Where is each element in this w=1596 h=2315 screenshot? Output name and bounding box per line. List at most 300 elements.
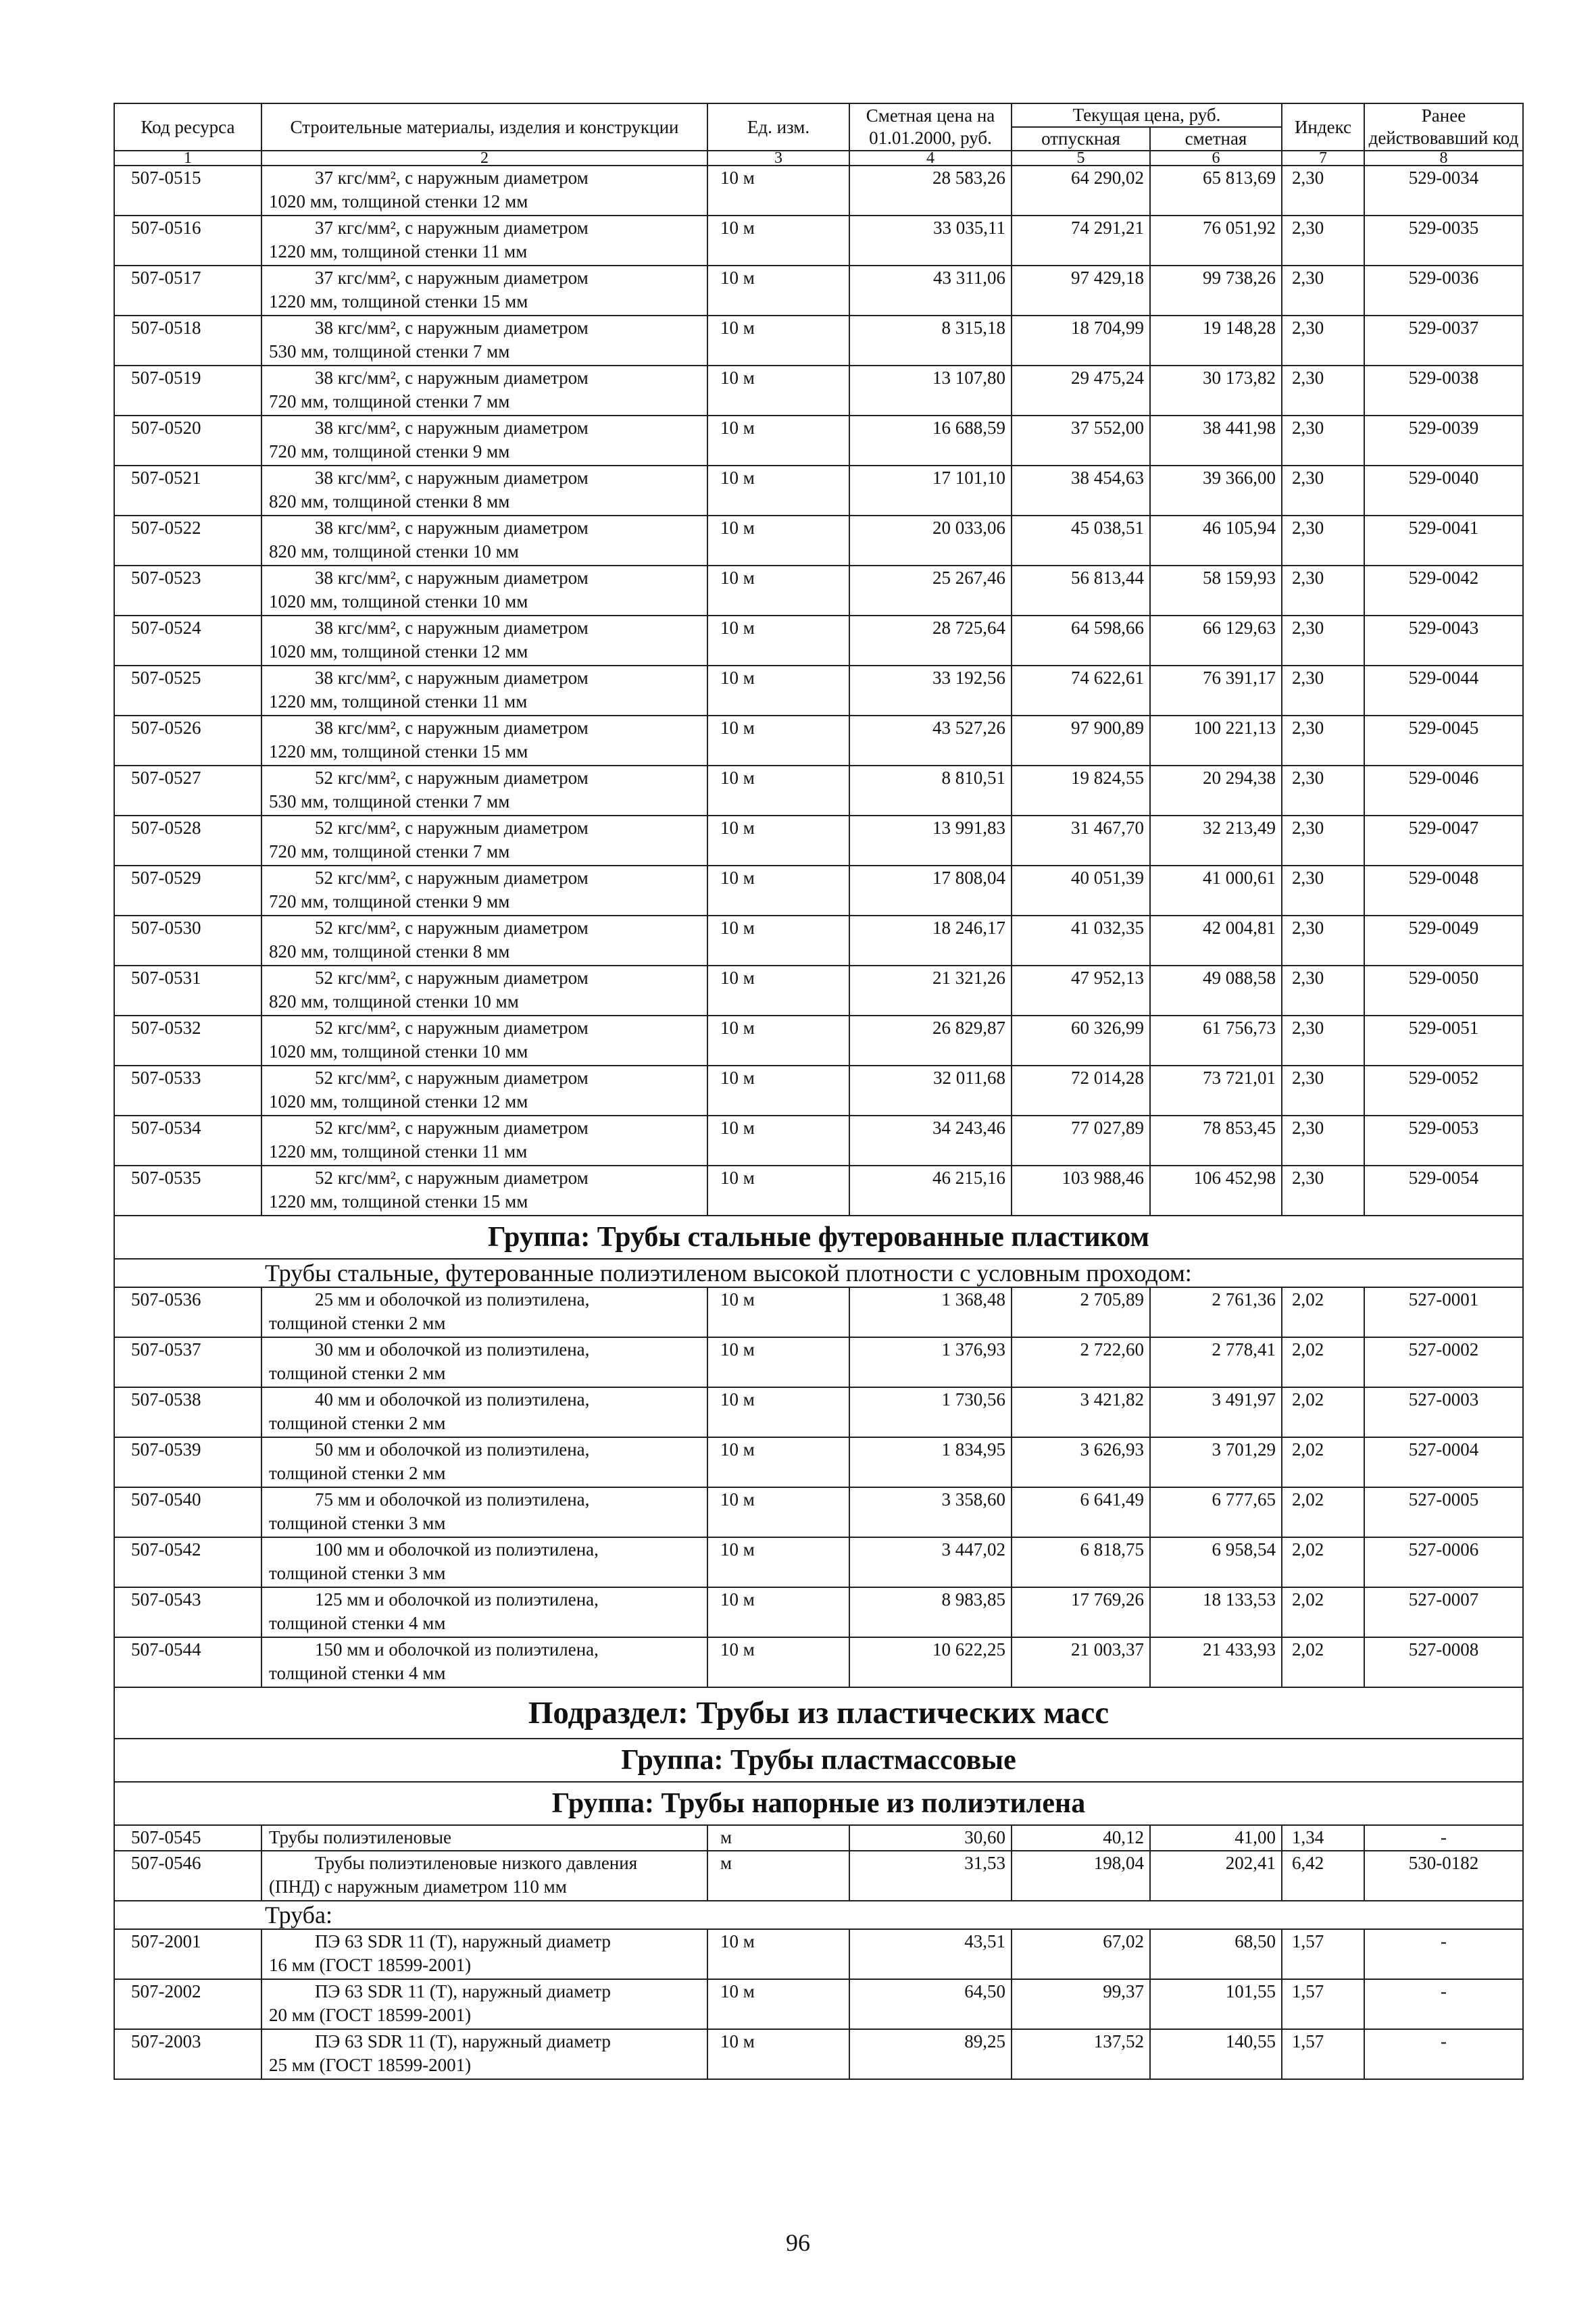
index-cell: 2,30 [1282,266,1364,316]
page-number: 96 [786,2229,810,2256]
material-name-line1: 38 кгс/мм², с наружным диаметром [315,368,589,388]
material-name [261,166,707,216]
estimate-price-cell: 61 756,73 [1150,1016,1282,1066]
previous-code-cell: - [1364,1825,1523,1851]
index-cell: 2,30 [1282,616,1364,666]
index-cell: 2,02 [1282,1487,1364,1537]
unit-cell: 10 м [707,1066,849,1116]
previous-code-cell: 527-0002 [1364,1337,1523,1387]
material-name-line1: 38 кгс/мм², с наружным диаметром [315,668,589,688]
previous-code-cell: 527-0003 [1364,1387,1523,1437]
material-name-line1: 52 кгс/мм², с наружным диаметром [315,1018,589,1038]
previous-code-cell: 529-0052 [1364,1066,1523,1116]
base-price-cell: 30,60 [849,1825,1012,1851]
subgroup-note: Трубы стальные, футерованные полиэтиленом высокой плотности с условным проходом: [114,1259,1523,1287]
estimate-price-cell: 99 738,26 [1150,266,1282,316]
index-cell: 2,02 [1282,1337,1364,1387]
table-row [114,266,1523,316]
material-name-line1: 38 кгс/мм², с наружным диаметром [315,718,589,738]
selling-price-cell: 45 038,51 [1012,516,1150,566]
material-name-line1: 38 кгс/мм², с наружным диаметром [315,418,589,438]
base-price-cell: 1 376,93 [849,1337,1012,1387]
index-cell: 2,30 [1282,866,1364,916]
estimate-price-cell: 3 701,29 [1150,1437,1282,1487]
unit-cell: 10 м [707,1587,849,1637]
base-price-cell: 17 808,04 [849,866,1012,916]
material-name-line2: 1220 мм, толщиной стенки 15 мм [269,291,528,312]
material-name [261,966,707,1016]
material-name-line2: толщиной стенки 2 мм [269,1463,446,1483]
material-name [261,1387,707,1437]
estimate-price-cell: 18 133,53 [1150,1587,1282,1637]
index-cell: 2,30 [1282,1066,1364,1116]
resource-code: 507-0546 [114,1851,261,1901]
material-name-line2: 25 мм (ГОСТ 18599-2001) [269,2055,472,2075]
table-row [114,1337,1523,1387]
table-row [114,816,1523,866]
estimate-price-cell: 20 294,38 [1150,766,1282,816]
index-cell: 2,30 [1282,1166,1364,1216]
resource-code: 507-0533 [114,1066,261,1116]
estimate-price-cell: 38 441,98 [1150,416,1282,466]
index-cell: 2,30 [1282,716,1364,766]
estimate-price-cell: 3 491,97 [1150,1387,1282,1437]
table-row [114,416,1523,466]
unit-cell: 10 м [707,766,849,816]
material-name-line1: 100 мм и оболочкой из полиэтилена, [315,1539,599,1560]
resource-code: 507-0536 [114,1287,261,1337]
estimate-price-cell: 41 000,61 [1150,866,1282,916]
material-name-line2: 1220 мм, толщиной стенки 11 мм [269,241,528,262]
previous-code-cell: 527-0005 [1364,1487,1523,1537]
material-name-line1: 150 мм и оболочкой из полиэтилена, [315,1639,599,1660]
resource-code: 507-0544 [114,1637,261,1687]
estimate-price-cell: 41,00 [1150,1825,1282,1851]
previous-code-cell: 529-0040 [1364,466,1523,516]
material-name-line1: Трубы полиэтиленовые низкого давления [315,1853,638,1873]
table-row [114,766,1523,816]
subgroup-note-row [114,1259,1523,1287]
unit-cell: 10 м [707,866,849,916]
subgroup-note: Труба: [114,1901,1523,1929]
previous-code-cell: 530-0182 [1364,1851,1523,1901]
selling-price-cell: 40 051,39 [1012,866,1150,916]
column-number: 1 [114,151,261,166]
estimate-price-cell: 68,50 [1150,1929,1282,1979]
table-row [114,616,1523,666]
table-row [114,516,1523,566]
selling-price-cell: 2 705,89 [1012,1287,1150,1337]
table-body [114,166,1523,2079]
material-name [261,616,707,666]
material-name [261,416,707,466]
index-cell: 2,30 [1282,1016,1364,1066]
material-name [261,666,707,716]
base-price-cell: 25 267,46 [849,566,1012,616]
index-cell: 2,30 [1282,966,1364,1016]
base-price-cell: 8 810,51 [849,766,1012,816]
material-name [261,266,707,316]
base-price-cell: 26 829,87 [849,1016,1012,1066]
unit-cell: 10 м [707,466,849,516]
material-name [261,1166,707,1216]
previous-code-cell: 529-0047 [1364,816,1523,866]
resource-code: 507-0540 [114,1487,261,1537]
resource-code: 507-0537 [114,1337,261,1387]
selling-price-cell: 19 824,55 [1012,766,1150,816]
header-previous-code: Ранее действовавший код [1364,103,1523,151]
material-name [261,716,707,766]
resource-code: 507-2001 [114,1929,261,1979]
base-price-cell: 20 033,06 [849,516,1012,566]
material-name [261,2029,707,2079]
group-heading: Группа: Трубы стальные футерованные пластиком [114,1216,1523,1259]
resource-code: 507-0528 [114,816,261,866]
base-price-cell: 1 368,48 [849,1287,1012,1337]
index-cell: 2,30 [1282,1116,1364,1166]
unit-cell: 10 м [707,1437,849,1487]
resource-code: 507-0515 [114,166,261,216]
resource-code: 507-0534 [114,1116,261,1166]
index-cell: 2,02 [1282,1387,1364,1437]
material-name [261,466,707,516]
previous-code-cell: 529-0034 [1364,166,1523,216]
unit-cell: 10 м [707,1116,849,1166]
resource-code: 507-0543 [114,1587,261,1637]
material-name-line2: толщиной стенки 4 мм [269,1663,446,1683]
resource-code: 507-2002 [114,1979,261,2029]
material-name [261,1825,707,1851]
base-price-cell: 43 527,26 [849,716,1012,766]
base-price-cell: 1 730,56 [849,1387,1012,1437]
unit-cell: 10 м [707,1166,849,1216]
previous-code-cell: 529-0048 [1364,866,1523,916]
unit-cell: 10 м [707,1487,849,1537]
estimate-price-cell: 76 391,17 [1150,666,1282,716]
selling-price-cell: 31 467,70 [1012,816,1150,866]
material-name-line1: 52 кгс/мм², с наружным диаметром [315,968,589,988]
price-table [114,103,1524,2080]
unit-cell: 10 м [707,816,849,866]
estimate-price-cell: 106 452,98 [1150,1166,1282,1216]
material-name [261,1929,707,1979]
base-price-cell: 1 834,95 [849,1437,1012,1487]
material-name-line1: 25 мм и оболочкой из полиэтилена, [315,1289,590,1310]
estimate-price-cell: 202,41 [1150,1851,1282,1901]
resource-code: 507-0520 [114,416,261,466]
selling-price-cell: 99,37 [1012,1979,1150,2029]
base-price-cell: 34 243,46 [849,1116,1012,1166]
unit-cell: 10 м [707,1537,849,1587]
material-name [261,1066,707,1116]
previous-code-cell: 527-0004 [1364,1437,1523,1487]
material-name-line1: 125 мм и оболочкой из полиэтилена, [315,1589,599,1610]
previous-code-cell: 529-0042 [1364,566,1523,616]
resource-code: 507-0521 [114,466,261,516]
group-heading-row [114,1739,1523,1782]
resource-code: 507-0542 [114,1537,261,1587]
index-cell: 2,30 [1282,216,1364,266]
estimate-price-cell: 39 366,00 [1150,466,1282,516]
material-name [261,316,707,366]
unit-cell: 10 м [707,716,849,766]
index-cell: 2,30 [1282,466,1364,516]
selling-price-cell: 72 014,28 [1012,1066,1150,1116]
material-name-line2: 720 мм, толщиной стенки 7 мм [269,391,510,412]
previous-code-cell: 529-0039 [1364,416,1523,466]
selling-price-cell: 103 988,46 [1012,1166,1150,1216]
material-name-line1: 37 кгс/мм², с наружным диаметром [315,218,589,238]
table-row [114,466,1523,516]
index-cell: 1,34 [1282,1825,1364,1851]
estimate-price-cell: 2 761,36 [1150,1287,1282,1337]
selling-price-cell: 3 626,93 [1012,1437,1150,1487]
unit-cell: 10 м [707,1287,849,1337]
resource-code: 507-0531 [114,966,261,1016]
header-code: Код ресурса [114,103,261,151]
estimate-price-cell: 6 777,65 [1150,1487,1282,1537]
table-row [114,1537,1523,1587]
selling-price-cell: 18 704,99 [1012,316,1150,366]
base-price-cell: 31,53 [849,1851,1012,1901]
material-name-line2: 1020 мм, толщиной стенки 10 мм [269,591,528,612]
base-price-cell: 21 321,26 [849,966,1012,1016]
index-cell: 2,02 [1282,1587,1364,1637]
table-row [114,2029,1523,2079]
material-name-line1: 38 кгс/мм², с наружным диаметром [315,468,589,488]
subsection-heading-row [114,1687,1523,1739]
table-row [114,666,1523,716]
material-name [261,1487,707,1537]
resource-code: 507-0522 [114,516,261,566]
selling-price-cell: 38 454,63 [1012,466,1150,516]
index-cell: 2,30 [1282,666,1364,716]
material-name-line1: 38 кгс/мм², с наружным диаметром [315,318,589,338]
index-cell: 2,30 [1282,166,1364,216]
header-selling-price: отпускная [1012,127,1150,151]
selling-price-cell: 97 429,18 [1012,266,1150,316]
selling-price-cell: 56 813,44 [1012,566,1150,616]
selling-price-cell: 2 722,60 [1012,1337,1150,1387]
material-name-line1: 50 мм и оболочкой из полиэтилена, [315,1439,590,1460]
column-number: 5 [1012,151,1150,166]
resource-code: 507-0530 [114,916,261,966]
resource-code: 507-0517 [114,266,261,316]
previous-code-cell: 529-0046 [1364,766,1523,816]
material-name-line1: 52 кгс/мм², с наружным диаметром [315,1168,589,1188]
estimate-price-cell: 49 088,58 [1150,966,1282,1016]
unit-cell: 10 м [707,516,849,566]
table-row [114,1016,1523,1066]
material-name-line2: 530 мм, толщиной стенки 7 мм [269,341,510,362]
previous-code-cell: 529-0045 [1364,716,1523,766]
material-name [261,1851,707,1901]
selling-price-cell: 77 027,89 [1012,1116,1150,1166]
column-number: 2 [261,151,707,166]
estimate-price-cell: 42 004,81 [1150,916,1282,966]
unit-cell: м [707,1825,849,1851]
unit-cell: 10 м [707,416,849,466]
previous-code-cell: 527-0001 [1364,1287,1523,1337]
table-row [114,1487,1523,1537]
selling-price-cell: 60 326,99 [1012,1016,1150,1066]
material-name-line2: 820 мм, толщиной стенки 10 мм [269,541,519,562]
material-name-line2: 16 мм (ГОСТ 18599-2001) [269,1955,472,1975]
column-numbers-row [114,151,1523,166]
header-index: Индекс [1282,103,1364,151]
estimate-price-cell: 21 433,93 [1150,1637,1282,1687]
material-name [261,1116,707,1166]
material-name [261,516,707,566]
material-name-line1: 52 кгс/мм², с наружным диаметром [315,918,589,938]
resource-code: 507-0545 [114,1825,261,1851]
selling-price-cell: 97 900,89 [1012,716,1150,766]
unit-cell: 10 м [707,266,849,316]
base-price-cell: 13 991,83 [849,816,1012,866]
group-heading: Группа: Трубы пластмассовые [114,1739,1523,1782]
selling-price-cell: 17 769,26 [1012,1587,1150,1637]
estimate-price-cell: 32 213,49 [1150,816,1282,866]
table-row [114,966,1523,1016]
resource-code: 507-2003 [114,2029,261,2079]
material-name-line2: 530 мм, толщиной стенки 7 мм [269,791,510,812]
resource-code: 507-0539 [114,1437,261,1487]
table-row [114,1066,1523,1116]
index-cell: 2,30 [1282,566,1364,616]
material-name [261,766,707,816]
material-name [261,216,707,266]
material-name-line1: ПЭ 63 SDR 11 (Т), наружный диаметр [315,1981,611,2001]
estimate-price-cell: 19 148,28 [1150,316,1282,366]
estimate-price-cell: 140,55 [1150,2029,1282,2079]
previous-code-cell: 529-0041 [1364,516,1523,566]
base-price-cell: 17 101,10 [849,466,1012,516]
selling-price-cell: 198,04 [1012,1851,1150,1901]
price-table-sheet [114,103,1522,2080]
material-name [261,566,707,616]
table-row [114,1637,1523,1687]
material-name-line2: толщиной стенки 4 мм [269,1613,446,1633]
table-row [114,566,1523,616]
material-name-line1: ПЭ 63 SDR 11 (Т), наружный диаметр [315,2031,611,2051]
material-name [261,1016,707,1066]
base-price-cell: 3 447,02 [849,1537,1012,1587]
base-price-cell: 8 315,18 [849,316,1012,366]
unit-cell: 10 м [707,916,849,966]
base-price-cell: 28 583,26 [849,166,1012,216]
material-name-line2: толщиной стенки 2 мм [269,1313,446,1333]
material-name [261,366,707,416]
material-name-line1: 38 кгс/мм², с наружным диаметром [315,568,589,588]
previous-code-cell: - [1364,1929,1523,1979]
index-cell: 1,57 [1282,1929,1364,1979]
group-heading: Группа: Трубы напорные из полиэтилена [114,1782,1523,1825]
resource-code: 507-0516 [114,216,261,266]
unit-cell: м [707,1851,849,1901]
table-row [114,1587,1523,1637]
material-name-line1: 52 кгс/мм², с наружным диаметром [315,868,589,888]
material-name [261,866,707,916]
resource-code: 507-0526 [114,716,261,766]
unit-cell: 10 м [707,1016,849,1066]
estimate-price-cell: 78 853,45 [1150,1116,1282,1166]
resource-code: 507-0538 [114,1387,261,1437]
unit-cell: 10 м [707,166,849,216]
previous-code-cell: - [1364,1979,1523,2029]
previous-code-cell: - [1364,2029,1523,2079]
selling-price-cell: 3 421,82 [1012,1387,1150,1437]
resource-code: 507-0532 [114,1016,261,1066]
previous-code-cell: 529-0044 [1364,666,1523,716]
material-name-line1: 52 кгс/мм², с наружным диаметром [315,1118,589,1138]
material-name-line1: 30 мм и оболочкой из полиэтилена, [315,1339,590,1360]
base-price-cell: 33 035,11 [849,216,1012,266]
selling-price-cell: 37 552,00 [1012,416,1150,466]
estimate-price-cell: 101,55 [1150,1979,1282,2029]
material-name-line2: 1020 мм, толщиной стенки 10 мм [269,1041,528,1062]
material-name-line2: 720 мм, толщиной стенки 7 мм [269,841,510,862]
material-name-line1: 37 кгс/мм², с наружным диаметром [315,168,589,188]
selling-price-cell: 47 952,13 [1012,966,1150,1016]
unit-cell: 10 м [707,366,849,416]
index-cell: 2,30 [1282,316,1364,366]
subsection-heading: Подраздел: Трубы из пластических масс [114,1687,1523,1739]
material-name-line2: 1220 мм, толщиной стенки 11 мм [269,1141,528,1162]
table-row [114,916,1523,966]
base-price-cell: 32 011,68 [849,1066,1012,1116]
base-price-cell: 18 246,17 [849,916,1012,966]
base-price-cell: 28 725,64 [849,616,1012,666]
index-cell: 2,30 [1282,916,1364,966]
column-number: 7 [1282,151,1364,166]
base-price-cell: 43,51 [849,1929,1012,1979]
material-name-line1: 52 кгс/мм², с наружным диаметром [315,1068,589,1088]
previous-code-cell: 529-0051 [1364,1016,1523,1066]
selling-price-cell: 74 622,61 [1012,666,1150,716]
estimate-price-cell: 30 173,82 [1150,366,1282,416]
base-price-cell: 64,50 [849,1979,1012,2029]
material-name [261,1287,707,1337]
material-name-line2: толщиной стенки 2 мм [269,1413,446,1433]
material-name [261,1437,707,1487]
table-row [114,1851,1523,1901]
selling-price-cell: 41 032,35 [1012,916,1150,966]
material-name [261,1337,707,1387]
material-name-line2: 1220 мм, толщиной стенки 15 мм [269,741,528,762]
index-cell: 2,02 [1282,1287,1364,1337]
index-cell: 2,30 [1282,416,1364,466]
previous-code-cell: 529-0038 [1364,366,1523,416]
selling-price-cell: 64 598,66 [1012,616,1150,666]
base-price-cell: 89,25 [849,2029,1012,2079]
unit-cell: 10 м [707,1979,849,2029]
resource-code: 507-0518 [114,316,261,366]
selling-price-cell: 67,02 [1012,1929,1150,1979]
selling-price-cell: 6 641,49 [1012,1487,1150,1537]
material-name-line1: 37 кгс/мм², с наружным диаметром [315,268,589,288]
selling-price-cell: 40,12 [1012,1825,1150,1851]
index-cell: 6,42 [1282,1851,1364,1901]
table-row [114,866,1523,916]
estimate-price-cell: 100 221,13 [1150,716,1282,766]
material-name [261,1637,707,1687]
previous-code-cell: 529-0035 [1364,216,1523,266]
resource-code: 507-0535 [114,1166,261,1216]
estimate-price-cell: 2 778,41 [1150,1337,1282,1387]
material-name-line1: 52 кгс/мм², с наружным диаметром [315,768,589,788]
table-row [114,1437,1523,1487]
material-name-line2: толщиной стенки 3 мм [269,1563,446,1583]
